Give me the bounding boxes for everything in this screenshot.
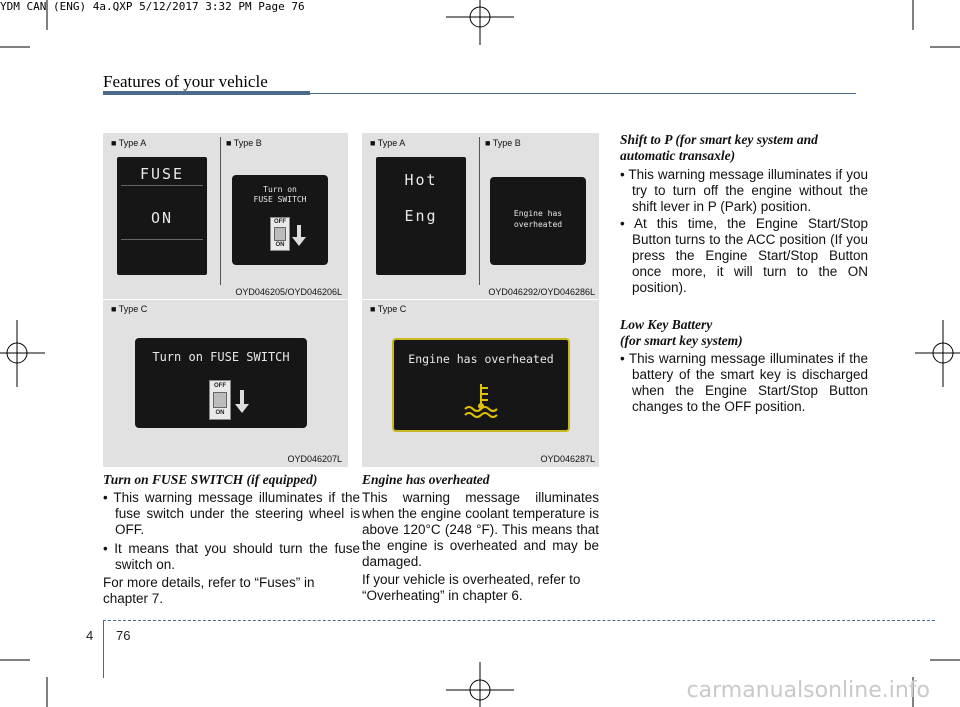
fuse-switch-icon: [209, 380, 231, 420]
figure-caption: OYD046205/OYD046206L: [235, 287, 342, 297]
para-fuse-details: For more details, refer to “Fuses” in chapter 7.: [103, 575, 315, 606]
lcd-c-text: Engine has overheated: [408, 352, 554, 366]
heading-shift-to-p-l2: automatic transaxle): [620, 148, 736, 163]
print-header: YDM CAN (ENG) 4a.QXP 5/12/2017 3:32 PM Page 76: [0, 0, 305, 13]
bullet-fuse-1: • This warning message illuminates if the fuse switch under the steering wheel is OFF.: [103, 490, 360, 537]
lcd-b-line1: Turn on: [263, 185, 297, 194]
coolant-temperature-icon: [462, 382, 500, 418]
heading-engine-overheated: Engine has overheated: [362, 472, 490, 487]
figure-fuse-ab: [103, 133, 348, 299]
lcd-fuse-type-a: [117, 157, 207, 275]
bullet-shift-1: • This warning message illuminates if you try to turn off the engine without the shift lever in P (Park) position.: [620, 167, 868, 214]
lcd-hot-type-a: [376, 157, 466, 275]
figure-caption: OYD046287L: [540, 454, 595, 464]
watermark: carmanualsonline.info: [686, 678, 930, 703]
bullet-shift-2: • At this time, the Engine Start/Stop Button turns to the ACC position (If you press the Engine Start/Stop Button once more, it will turn to the ON position).: [620, 216, 868, 295]
lcd-hot-type-c: [392, 338, 570, 432]
type-a-label: ■ Type A: [370, 138, 406, 148]
type-c-label: ■ Type C: [370, 304, 407, 314]
arrow-down-icon: [235, 390, 249, 414]
heading-low-key-battery-l2: (for smart key system): [620, 333, 743, 348]
lcd-a-line1: FUSE: [139, 165, 185, 183]
figure-caption: OYD046207L: [287, 454, 342, 464]
figure-fuse-c: [103, 299, 348, 467]
para-overheat-1: This warning message illuminates when the engine coolant temperature is above 120°C (248 °F). This means that the engine is overheated and may be damaged.: [362, 490, 599, 569]
heading-low-key-battery-l1: Low Key Battery: [620, 317, 713, 332]
section-title: Features of your vehicle: [103, 72, 268, 91]
lcd-a-line2: Eng: [404, 207, 438, 225]
switch-on-label: ON: [275, 242, 285, 248]
lcd-b-line1: Engine has: [513, 209, 563, 218]
arrow-down-icon: [292, 225, 306, 247]
type-b-label: ■ Type B: [485, 138, 521, 148]
lcd-c-text: Turn on FUSE SWITCH: [152, 350, 290, 364]
lcd-hot-type-b: [490, 177, 586, 265]
type-b-label: ■ Type B: [226, 138, 262, 148]
lcd-b-line2: overheated: [513, 220, 563, 229]
lcd-a-line1: Hot: [404, 171, 438, 189]
para-overheat-2: If your vehicle is overheated, refer to “Overheating” in chapter 6.: [362, 572, 581, 603]
type-c-label: ■ Type C: [111, 304, 148, 314]
lcd-b-line2: FUSE SWITCH: [253, 195, 307, 204]
figure-hot-c: [362, 299, 599, 467]
lcd-a-line2: ON: [150, 209, 174, 227]
heading-shift-to-p-l1: Shift to P (for smart key system and: [620, 132, 818, 147]
lcd-fuse-type-c: [135, 338, 307, 428]
fuse-switch-icon: [270, 217, 290, 251]
heading-fuse-switch: Turn on FUSE SWITCH (if equipped): [103, 472, 318, 487]
figure-hot-ab: [362, 133, 599, 299]
bullet-fuse-2: • It means that you should turn the fuse switch on.: [103, 541, 360, 572]
footer-rule: [103, 620, 935, 621]
page-number-divider: [103, 620, 104, 678]
switch-on-label: ON: [215, 410, 225, 416]
lcd-fuse-type-b: [232, 175, 328, 265]
title-bar: [103, 91, 310, 95]
page-number: 76: [116, 628, 131, 643]
type-a-label: ■ Type A: [111, 138, 147, 148]
switch-off-label: OFF: [274, 219, 286, 225]
chapter-number: 4: [86, 628, 94, 643]
bullet-low-key-battery: • This warning message illuminates if the battery of the smart key is discharged when the Engine Start/Stop Button changes to the OFF position.: [620, 351, 868, 414]
figure-caption: OYD046292/OYD046286L: [488, 287, 595, 297]
switch-off-label: OFF: [214, 383, 226, 389]
title-rule: [310, 93, 856, 94]
